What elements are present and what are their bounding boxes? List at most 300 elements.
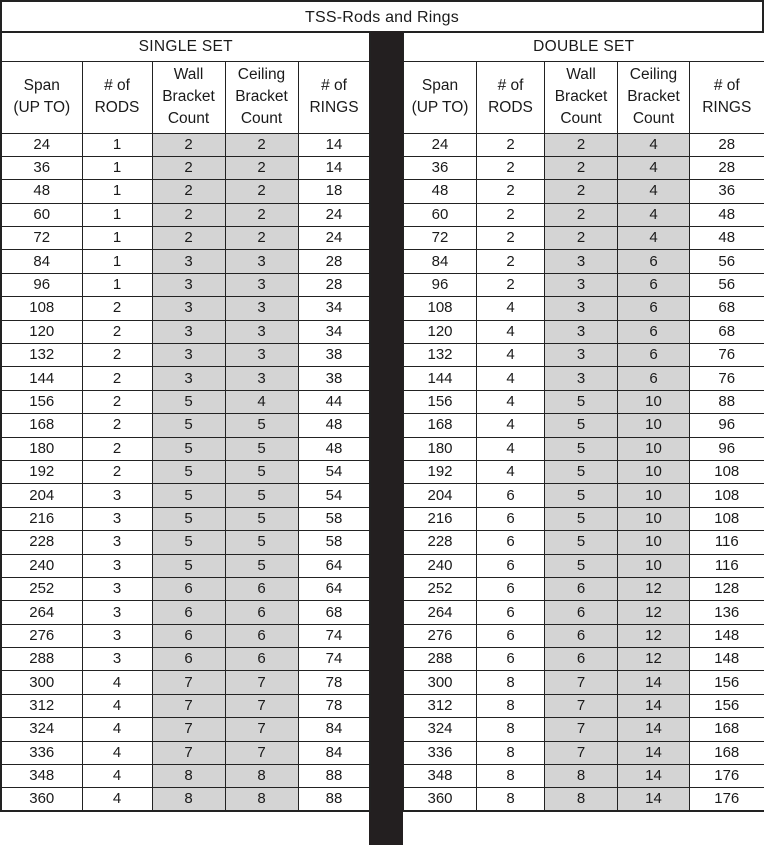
- cell-ceiling-bracket: 7: [225, 671, 298, 694]
- table-row: [1, 601, 370, 624]
- cell-ceiling-bracket: 6: [618, 297, 690, 320]
- cell-span: 24: [404, 133, 477, 156]
- cell-ceiling-bracket: 3: [225, 367, 298, 390]
- table-row: [1, 414, 370, 437]
- cell-span: 192: [1, 460, 82, 483]
- cell-ceiling-bracket: 2: [225, 227, 298, 250]
- cell-span: 216: [1, 507, 82, 530]
- table-row: [404, 250, 764, 273]
- cell-rods: 4: [82, 788, 152, 812]
- cell-wall-bracket: 6: [152, 601, 225, 624]
- cell-rods: 2: [82, 437, 152, 460]
- cell-wall-bracket: 3: [545, 320, 618, 343]
- cell-wall-bracket: 3: [152, 367, 225, 390]
- cell-ceiling-bracket: 5: [225, 437, 298, 460]
- cell-wall-bracket: 7: [152, 694, 225, 717]
- table-row: [404, 765, 764, 788]
- cell-ceiling-bracket: 3: [225, 297, 298, 320]
- table-row: [404, 227, 764, 250]
- cell-span: 288: [404, 648, 477, 671]
- cell-rings: 156: [690, 694, 764, 717]
- header-wall-bracket: [545, 61, 618, 133]
- cell-span: 24: [1, 133, 82, 156]
- cell-rods: 6: [477, 648, 545, 671]
- cell-rods: 8: [477, 671, 545, 694]
- cell-rods: 2: [82, 344, 152, 367]
- cell-rings: 64: [298, 577, 370, 600]
- cell-span: 312: [1, 694, 82, 717]
- cell-rods: 6: [477, 601, 545, 624]
- cell-span: 276: [1, 624, 82, 647]
- cell-rods: 2: [82, 320, 152, 343]
- cell-wall-bracket: 7: [545, 671, 618, 694]
- table-row: [404, 156, 764, 179]
- cell-rings: 64: [298, 554, 370, 577]
- header-span-label: Span (UP TO): [13, 77, 71, 116]
- cell-ceiling-bracket: 10: [618, 390, 690, 413]
- cell-ceiling-bracket: 7: [225, 718, 298, 741]
- cell-span: 288: [1, 648, 82, 671]
- cell-span: 312: [404, 694, 477, 717]
- cell-rods: 4: [82, 671, 152, 694]
- table-row: [1, 460, 370, 483]
- cell-wall-bracket: 3: [152, 297, 225, 320]
- cell-wall-bracket: 5: [545, 437, 618, 460]
- cell-ceiling-bracket: 7: [225, 741, 298, 764]
- table-row: [404, 788, 764, 812]
- cell-wall-bracket: 5: [152, 554, 225, 577]
- table-row: [1, 788, 370, 812]
- cell-wall-bracket: 7: [152, 671, 225, 694]
- header-ceiling-bracket: [618, 61, 690, 133]
- header-rings-label: # of RINGS: [702, 77, 752, 116]
- cell-ceiling-bracket: 10: [618, 507, 690, 530]
- cell-rods: 2: [82, 367, 152, 390]
- cell-ceiling-bracket: 14: [618, 765, 690, 788]
- cell-span: 300: [404, 671, 477, 694]
- table-row: [1, 484, 370, 507]
- cell-span: 264: [404, 601, 477, 624]
- cell-ceiling-bracket: 5: [225, 414, 298, 437]
- cell-rods: 1: [82, 203, 152, 226]
- table-row: [404, 484, 764, 507]
- header-rods-label: # of RODS: [488, 77, 533, 116]
- cell-ceiling-bracket: 4: [618, 227, 690, 250]
- table-row: [1, 741, 370, 764]
- cell-rings: 18: [298, 180, 370, 203]
- table-row: [1, 320, 370, 343]
- cell-ceiling-bracket: 2: [225, 133, 298, 156]
- cell-wall-bracket: 5: [545, 484, 618, 507]
- cell-ceiling-bracket: 6: [225, 577, 298, 600]
- cell-rods: 2: [477, 180, 545, 203]
- cell-ceiling-bracket: 6: [225, 624, 298, 647]
- cell-rings: 78: [298, 671, 370, 694]
- cell-wall-bracket: 7: [152, 718, 225, 741]
- cell-span: 348: [1, 765, 82, 788]
- table-row: [404, 414, 764, 437]
- header-rings-label: # of RINGS: [309, 77, 359, 116]
- cell-rings: 24: [298, 203, 370, 226]
- cell-ceiling-bracket: 12: [618, 624, 690, 647]
- cell-span: 300: [1, 671, 82, 694]
- table-row: [1, 227, 370, 250]
- header-wall-bracket-label: Wall Bracket Count: [162, 66, 215, 127]
- cell-rods: 2: [477, 273, 545, 296]
- cell-rings: 108: [690, 484, 764, 507]
- cell-ceiling-bracket: 14: [618, 741, 690, 764]
- cell-ceiling-bracket: 14: [618, 671, 690, 694]
- cell-ceiling-bracket: 5: [225, 507, 298, 530]
- cell-rings: 176: [690, 765, 764, 788]
- table-row: [1, 577, 370, 600]
- cell-span: 240: [1, 554, 82, 577]
- cell-rods: 4: [477, 437, 545, 460]
- cell-ceiling-bracket: 5: [225, 554, 298, 577]
- header-ceiling-bracket-label: Ceiling Bracket Count: [627, 66, 680, 127]
- cell-rods: 2: [477, 227, 545, 250]
- cell-span: 108: [1, 297, 82, 320]
- cell-rings: 68: [690, 297, 764, 320]
- cell-span: 108: [404, 297, 477, 320]
- cell-span: 156: [404, 390, 477, 413]
- cell-wall-bracket: 3: [545, 250, 618, 273]
- cell-rods: 6: [477, 484, 545, 507]
- cell-ceiling-bracket: 2: [225, 203, 298, 226]
- table-row: [404, 554, 764, 577]
- cell-wall-bracket: 2: [152, 227, 225, 250]
- cell-rings: 128: [690, 577, 764, 600]
- cell-span: 252: [404, 577, 477, 600]
- cell-ceiling-bracket: 14: [618, 718, 690, 741]
- header-wall-bracket: [152, 61, 225, 133]
- cell-rods: 4: [477, 390, 545, 413]
- table-row: [1, 765, 370, 788]
- cell-wall-bracket: 5: [152, 531, 225, 554]
- cell-wall-bracket: 2: [152, 180, 225, 203]
- table-row: [1, 203, 370, 226]
- cell-rings: 28: [298, 250, 370, 273]
- cell-rods: 1: [82, 227, 152, 250]
- table-row: [1, 156, 370, 179]
- cell-span: 264: [1, 601, 82, 624]
- single-header-row: [1, 61, 370, 133]
- cell-rods: 4: [477, 414, 545, 437]
- cell-rods: 6: [477, 531, 545, 554]
- cell-wall-bracket: 7: [545, 694, 618, 717]
- single-set-heading: SINGLE SET: [1, 32, 370, 61]
- cell-wall-bracket: 5: [152, 414, 225, 437]
- cell-wall-bracket: 3: [545, 344, 618, 367]
- cell-span: 120: [1, 320, 82, 343]
- cell-ceiling-bracket: 5: [225, 484, 298, 507]
- cell-rods: 2: [477, 203, 545, 226]
- cell-span: 360: [404, 788, 477, 812]
- cell-wall-bracket: 5: [152, 437, 225, 460]
- cell-rings: 56: [690, 250, 764, 273]
- cell-rods: 1: [82, 250, 152, 273]
- cell-rings: 96: [690, 437, 764, 460]
- cell-span: 48: [1, 180, 82, 203]
- header-rods-label: # of RODS: [94, 77, 140, 116]
- cell-wall-bracket: 8: [152, 788, 225, 812]
- cell-wall-bracket: 6: [152, 624, 225, 647]
- table-row: [404, 694, 764, 717]
- cell-ceiling-bracket: 12: [618, 648, 690, 671]
- cell-span: 240: [404, 554, 477, 577]
- cell-rods: 2: [82, 390, 152, 413]
- cell-wall-bracket: 5: [545, 554, 618, 577]
- table-row: [1, 694, 370, 717]
- cell-span: 156: [1, 390, 82, 413]
- cell-span: 204: [1, 484, 82, 507]
- cell-rings: 48: [690, 203, 764, 226]
- cell-ceiling-bracket: 7: [225, 694, 298, 717]
- cell-span: 216: [404, 507, 477, 530]
- cell-wall-bracket: 3: [152, 344, 225, 367]
- cell-rods: 6: [477, 554, 545, 577]
- cell-ceiling-bracket: 6: [618, 273, 690, 296]
- table-row: [1, 648, 370, 671]
- cell-rings: 156: [690, 671, 764, 694]
- cell-rods: 6: [477, 577, 545, 600]
- cell-wall-bracket: 3: [545, 297, 618, 320]
- cell-span: 348: [404, 765, 477, 788]
- cell-rings: 48: [690, 227, 764, 250]
- cell-span: 228: [404, 531, 477, 554]
- cell-span: 228: [1, 531, 82, 554]
- cell-rings: 76: [690, 344, 764, 367]
- cell-ceiling-bracket: 6: [618, 367, 690, 390]
- cell-rings: 34: [298, 320, 370, 343]
- table-row: [1, 718, 370, 741]
- cell-ceiling-bracket: 10: [618, 484, 690, 507]
- cell-span: 96: [1, 273, 82, 296]
- table-row: [1, 554, 370, 577]
- cell-rods: 4: [82, 741, 152, 764]
- cell-wall-bracket: 5: [545, 414, 618, 437]
- cell-rings: 74: [298, 624, 370, 647]
- header-span-label: Span (UP TO): [411, 77, 469, 116]
- cell-rings: 148: [690, 624, 764, 647]
- table-row: [1, 250, 370, 273]
- cell-ceiling-bracket: 2: [225, 180, 298, 203]
- cell-span: 276: [404, 624, 477, 647]
- cell-rings: 48: [298, 414, 370, 437]
- cell-rings: 68: [298, 601, 370, 624]
- double-header-row: [404, 61, 764, 133]
- cell-wall-bracket: 2: [152, 203, 225, 226]
- cell-ceiling-bracket: 2: [225, 156, 298, 179]
- cell-wall-bracket: 6: [152, 648, 225, 671]
- cell-rods: 8: [477, 694, 545, 717]
- table-title: TSS-Rods and Rings: [0, 0, 764, 31]
- cell-ceiling-bracket: 14: [618, 788, 690, 812]
- cell-span: 96: [404, 273, 477, 296]
- cell-wall-bracket: 8: [545, 765, 618, 788]
- cell-ceiling-bracket: 8: [225, 788, 298, 812]
- table-row: [1, 671, 370, 694]
- cell-rings: 84: [298, 718, 370, 741]
- cell-span: 144: [1, 367, 82, 390]
- header-span: [404, 61, 477, 133]
- cell-wall-bracket: 5: [152, 484, 225, 507]
- cell-rings: 56: [690, 273, 764, 296]
- cell-rings: 34: [298, 297, 370, 320]
- table-row: [1, 367, 370, 390]
- header-span: [1, 61, 82, 133]
- cell-ceiling-bracket: 6: [618, 250, 690, 273]
- table-row: [1, 507, 370, 530]
- cell-span: 132: [404, 344, 477, 367]
- cell-ceiling-bracket: 6: [618, 320, 690, 343]
- cell-ceiling-bracket: 3: [225, 320, 298, 343]
- cell-rods: 2: [82, 297, 152, 320]
- cell-wall-bracket: 8: [545, 788, 618, 812]
- cell-rings: 168: [690, 718, 764, 741]
- cell-span: 72: [404, 227, 477, 250]
- table-row: [1, 624, 370, 647]
- cell-rods: 4: [477, 344, 545, 367]
- cell-rods: 1: [82, 156, 152, 179]
- cell-rings: 76: [690, 367, 764, 390]
- table-row: [404, 577, 764, 600]
- cell-span: 252: [1, 577, 82, 600]
- cell-rods: 3: [82, 507, 152, 530]
- cell-rods: 3: [82, 601, 152, 624]
- cell-rings: 74: [298, 648, 370, 671]
- cell-rings: 36: [690, 180, 764, 203]
- cell-wall-bracket: 3: [152, 273, 225, 296]
- header-rings: [690, 61, 764, 133]
- cell-span: 192: [404, 460, 477, 483]
- cell-wall-bracket: 5: [545, 460, 618, 483]
- cell-span: 336: [1, 741, 82, 764]
- cell-ceiling-bracket: 5: [225, 531, 298, 554]
- double-set-table: [403, 31, 764, 812]
- table-row: [1, 180, 370, 203]
- cell-rods: 1: [82, 180, 152, 203]
- header-ceiling-bracket-label: Ceiling Bracket Count: [235, 66, 288, 127]
- cell-wall-bracket: 2: [545, 133, 618, 156]
- table-row: [1, 531, 370, 554]
- table-row: [404, 273, 764, 296]
- table-row: [404, 601, 764, 624]
- table-row: [404, 718, 764, 741]
- cell-wall-bracket: 6: [152, 577, 225, 600]
- cell-ceiling-bracket: 10: [618, 437, 690, 460]
- cell-rings: 78: [298, 694, 370, 717]
- cell-rods: 4: [82, 718, 152, 741]
- cell-wall-bracket: 6: [545, 648, 618, 671]
- cell-rings: 24: [298, 227, 370, 250]
- cell-ceiling-bracket: 4: [225, 390, 298, 413]
- cell-wall-bracket: 8: [152, 765, 225, 788]
- table-row: [1, 344, 370, 367]
- cell-wall-bracket: 2: [545, 180, 618, 203]
- table-row: [404, 437, 764, 460]
- table-row: [404, 390, 764, 413]
- cell-span: 36: [404, 156, 477, 179]
- table-row: [1, 297, 370, 320]
- cell-rods: 1: [82, 133, 152, 156]
- table-row: [404, 344, 764, 367]
- cell-ceiling-bracket: 14: [618, 694, 690, 717]
- cell-rings: 54: [298, 484, 370, 507]
- cell-rods: 4: [477, 460, 545, 483]
- table-row: [404, 671, 764, 694]
- cell-wall-bracket: 7: [545, 741, 618, 764]
- cell-rings: 54: [298, 460, 370, 483]
- cell-ceiling-bracket: 4: [618, 180, 690, 203]
- table-row: [404, 741, 764, 764]
- cell-rods: 4: [477, 297, 545, 320]
- cell-wall-bracket: 2: [545, 156, 618, 179]
- cell-rings: 28: [298, 273, 370, 296]
- cell-rings: 28: [690, 133, 764, 156]
- cell-rods: 2: [477, 133, 545, 156]
- cell-rings: 58: [298, 531, 370, 554]
- cell-wall-bracket: 3: [152, 320, 225, 343]
- cell-wall-bracket: 5: [545, 531, 618, 554]
- cell-rods: 6: [477, 624, 545, 647]
- header-rings: [298, 61, 370, 133]
- cell-rods: 1: [82, 273, 152, 296]
- cell-wall-bracket: 6: [545, 601, 618, 624]
- cell-ceiling-bracket: 6: [225, 648, 298, 671]
- table-row: [404, 297, 764, 320]
- cell-span: 144: [404, 367, 477, 390]
- cell-rods: 4: [477, 320, 545, 343]
- header-rods: [477, 61, 545, 133]
- table-row: [404, 507, 764, 530]
- cell-rods: 2: [477, 156, 545, 179]
- cell-rods: 4: [477, 367, 545, 390]
- cell-rings: 108: [690, 460, 764, 483]
- cell-wall-bracket: 7: [152, 741, 225, 764]
- cell-rings: 88: [690, 390, 764, 413]
- cell-span: 132: [1, 344, 82, 367]
- single-set-table: [0, 31, 371, 812]
- cell-rods: 2: [477, 250, 545, 273]
- cell-rings: 14: [298, 156, 370, 179]
- table-row: [1, 390, 370, 413]
- cell-rings: 38: [298, 367, 370, 390]
- cell-wall-bracket: 7: [545, 718, 618, 741]
- table-row: [1, 273, 370, 296]
- cell-rods: 2: [82, 414, 152, 437]
- cell-ceiling-bracket: 8: [225, 765, 298, 788]
- header-ceiling-bracket: [225, 61, 298, 133]
- cell-rings: 88: [298, 788, 370, 812]
- cell-wall-bracket: 5: [545, 507, 618, 530]
- cell-ceiling-bracket: 6: [618, 344, 690, 367]
- cell-rings: 84: [298, 741, 370, 764]
- cell-rings: 108: [690, 507, 764, 530]
- cell-span: 60: [1, 203, 82, 226]
- table-row: [404, 133, 764, 156]
- cell-rings: 88: [298, 765, 370, 788]
- cell-wall-bracket: 5: [152, 390, 225, 413]
- cell-rings: 168: [690, 741, 764, 764]
- cell-span: 36: [1, 156, 82, 179]
- cell-ceiling-bracket: 10: [618, 414, 690, 437]
- cell-wall-bracket: 6: [545, 577, 618, 600]
- cell-span: 60: [404, 203, 477, 226]
- cell-ceiling-bracket: 12: [618, 577, 690, 600]
- cell-ceiling-bracket: 6: [225, 601, 298, 624]
- cell-rings: 116: [690, 554, 764, 577]
